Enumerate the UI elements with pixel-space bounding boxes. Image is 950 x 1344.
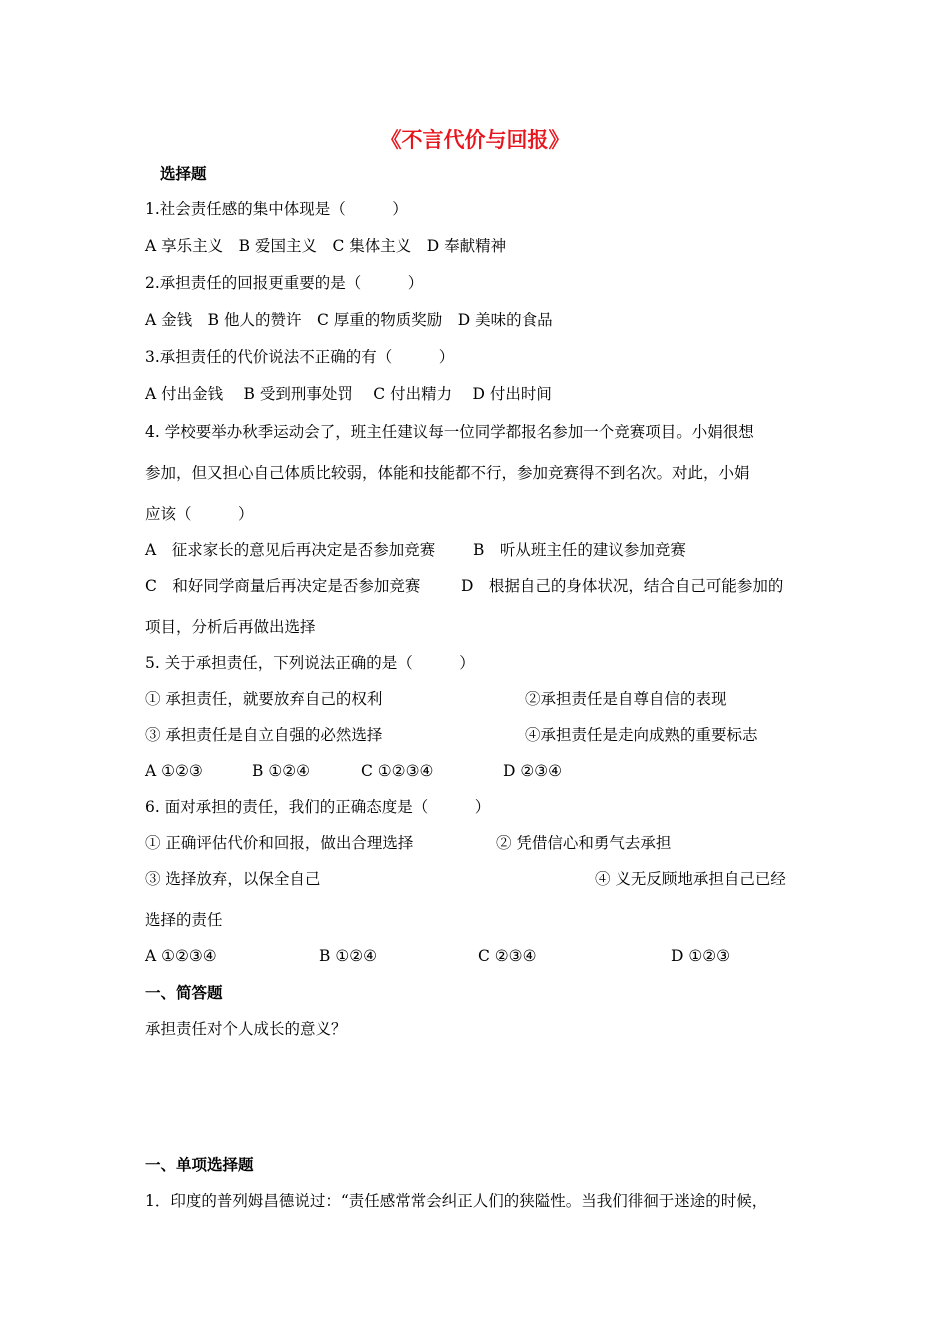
section-heading-choice: 选择题 <box>160 164 207 183</box>
question-6-item-1: ① 正确评估代价和回报，做出合理选择 <box>145 834 414 852</box>
question-4-option-a: A 征求家长的意见后再决定是否参加竞赛 <box>145 541 436 559</box>
short-answer-question: 承担责任对个人成长的意义？ <box>145 1020 347 1038</box>
question-6-item-3: ③ 选择放弃，以保全自己 <box>145 870 321 888</box>
question-5-stem: 5. 关于承担责任，下列说法正确的是（ ） <box>145 654 475 672</box>
question-6-stem: 6. 面对承担的责任，我们的正确态度是（ ） <box>145 798 491 816</box>
question-1-stem: 1.社会责任感的集中体现是（ ） <box>145 200 408 218</box>
question-2-stem: 2.承担责任的回报更重要的是（ ） <box>145 274 424 292</box>
question-5-item-2: ②承担责任是自尊自信的表现 <box>525 690 727 708</box>
question-5-item-4: ④承担责任是走向成熟的重要标志 <box>525 726 758 744</box>
question-6-answer-a: A ①②③④ <box>145 947 217 965</box>
question-4-stem-line3: 应该（ ） <box>145 505 254 523</box>
question-4-option-d-continued: 项目，分析后再做出选择 <box>145 618 316 636</box>
question-4-option-b: B 听从班主任的建议参加竞赛 <box>473 541 686 559</box>
question-3-stem: 3.承担责任的代价说法不正确的有（ ） <box>145 348 455 366</box>
question-4-stem-line2: 参加，但又担心自己体质比较弱，体能和技能都不行，参加竞赛得不到名次。对此，小娟 <box>145 464 750 482</box>
question-6-item-2: ② 凭借信心和勇气去承担 <box>496 834 672 852</box>
question-4-option-c: C 和好同学商量后再决定是否参加竞赛 <box>145 577 421 595</box>
question-5-answer-c: C ①②③④ <box>361 762 434 780</box>
question-6-item-4-continued: 选择的责任 <box>145 911 223 929</box>
question-3-options: A 付出金钱 B 受到刑事处罚 C 付出精力 D 付出时间 <box>145 385 552 403</box>
section-heading-short-answer: 一、简答题 <box>145 983 223 1002</box>
question-6-item-4: ④ 义无反顾地承担自己已经 <box>595 870 786 888</box>
question-4-stem-line1: 4. 学校要举办秋季运动会了，班主任建议每一位同学都报名参加一个竞赛项目。小娟很想 <box>145 423 754 441</box>
question-5-answer-d: D ②③④ <box>503 762 563 780</box>
question-6-answer-c: C ②③④ <box>478 947 537 965</box>
question-1-options: A 享乐主义 B 爱国主义 C 集体主义 D 奉献精神 <box>145 237 507 255</box>
question-6-answer-d: D ①②③ <box>671 947 731 965</box>
question-5-item-1: ① 承担责任，就要放弃自己的权利 <box>145 690 383 708</box>
question-5-answer-a: A ①②③ <box>145 762 203 780</box>
question-6-answer-b: B ①②④ <box>319 947 378 965</box>
document-title: 《不言代价与回报》 <box>380 127 570 152</box>
question-2-options: A 金钱 B 他人的赞许 C 厚重的物质奖励 D 美味的食品 <box>145 311 553 329</box>
question-4-option-d: D 根据自己的身体状况，结合自己可能参加的 <box>461 577 784 595</box>
single-choice-question-1: 1．印度的普列姆昌德说过：“责任感常常会纠正人们的狭隘性。当我们徘徊于迷途的时候， <box>145 1192 768 1210</box>
question-5-item-3: ③ 承担责任是自立自强的必然选择 <box>145 726 383 744</box>
question-5-answer-b: B ①②④ <box>252 762 311 780</box>
section-heading-single-choice: 一、单项选择题 <box>145 1155 254 1174</box>
